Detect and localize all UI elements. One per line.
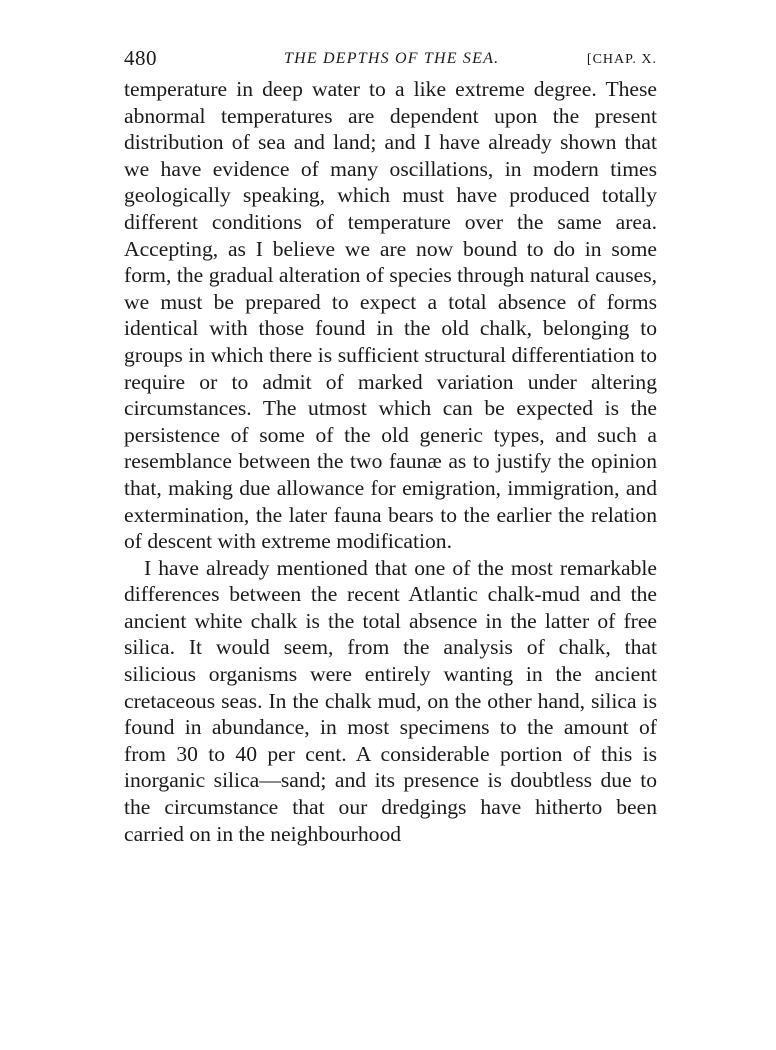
- running-head: [124, 40, 657, 76]
- running-title: THE DEPTHS OF THE SEA.: [284, 50, 500, 67]
- book-page: [124, 40, 657, 847]
- body-text: [124, 76, 657, 847]
- chapter-reference: [CHAP. X.: [586, 52, 657, 67]
- paragraph-continued: temperature in deep water to a like extreme degree. These abnormal temperatures are dependent upon the present distribution of sea and land; and I have already shown that we have evidence of many oscillations, in modern times geologically speaking, which must have produced totally different conditions of temperature over the same area. Accepting, as I believe we are now bound to do in some form, the gradual alteration of species through natural causes, we must be prepared to expect a total absence of forms identical with those found in the old chalk, belonging to groups in which there is sufficient structural differentiation to require or to admit of marked variation under altering circumstances. The utmost which can be expected is the persistence of some of the old generic types, and such a resemblance between the two faunæ as to justify the opinion that, making due allowance for emigration, immigration, and extermination, the later fauna bears to the earlier the relation of descent with extreme modification.: [124, 77, 657, 554]
- page-number: 480: [124, 46, 157, 70]
- paragraph-silica: I have already mentioned that one of the most remarkable differences between the recent Atlantic chalk-mud and the ancient white chalk is the total absence in the latter of free silica. It would seem, from the analysis of chalk, that silicious organisms were entirely wanting in the ancient cretaceous seas. In the chalk mud, on the other hand, silica is found in abundance, in most specimens to the amount of from 30 to 40 per cent. A considerable portion of this is inorganic silica—sand; and its presence is doubtless due to the circumstance that our dredgings have hitherto been carried on in the neighbourhood: [124, 555, 657, 846]
